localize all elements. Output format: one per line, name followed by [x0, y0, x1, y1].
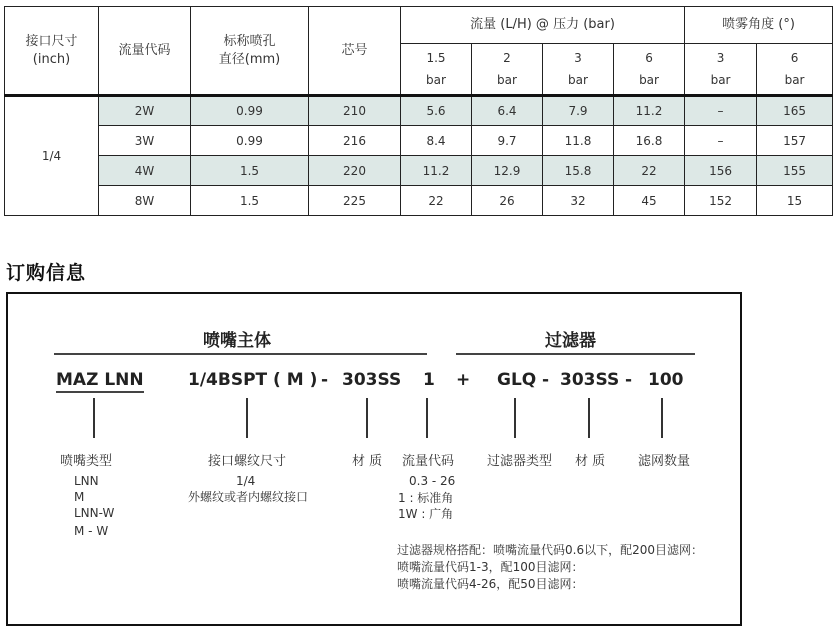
label-mesh: 滤网数量: [638, 454, 691, 469]
label-flow: 流量代码: [402, 454, 455, 469]
cell-angle-3: 156: [685, 156, 757, 186]
nozzle-type-option: M: [74, 490, 85, 504]
tick-thread: [246, 398, 248, 438]
cell-flow-code: 4W: [99, 156, 191, 186]
cell-flow-6: 45: [614, 186, 685, 216]
flow-option: 1 : 标准角: [398, 491, 454, 505]
cell-orifice: 0.99: [191, 96, 309, 126]
cell-orifice: 0.99: [191, 126, 309, 156]
spec-table: [4, 6, 833, 216]
cell-orifice: 1.5: [191, 156, 309, 186]
cell-angle-3: –: [685, 126, 757, 156]
filter-group-line: [456, 353, 695, 355]
table-row: [5, 126, 833, 156]
header-orifice-diameter: 标称喷孔 直径(mm): [191, 7, 309, 96]
tick-filter-material: [588, 398, 590, 438]
cell-core: 216: [309, 126, 401, 156]
cell-flow-3: 15.8: [543, 156, 614, 186]
header-connection-size: 接口尺寸 (inch): [5, 7, 99, 96]
cell-flow-code: 3W: [99, 126, 191, 156]
nozzle-type-option: LNN-W: [74, 506, 115, 520]
table-row: [5, 156, 833, 186]
label-thread: 接口螺纹尺寸: [208, 454, 287, 469]
nozzle-body-group-title: 喷嘴主体: [203, 331, 271, 351]
cell-flow-1-5: 11.2: [401, 156, 472, 186]
thread-option: 1/4: [236, 474, 256, 488]
header-pressure-1-5: 1.5 bar: [401, 44, 472, 96]
cell-flow-6: 16.8: [614, 126, 685, 156]
cell-flow-6: 11.2: [614, 96, 685, 126]
code-thread: 1/4BSPT ( M ): [188, 370, 318, 390]
header-pressure-2: 2 bar: [472, 44, 543, 96]
header-angle-6: 6 bar: [757, 44, 833, 96]
code-material: 303SS: [342, 370, 402, 390]
header-pressure-6: 6 bar: [614, 44, 685, 96]
code-dash-1: -: [321, 370, 329, 390]
cell-angle-6: 157: [757, 126, 833, 156]
tick-flow: [426, 398, 428, 438]
nozzle-body-group-line: [54, 353, 427, 355]
flow-option: 0.3 - 26: [409, 474, 456, 488]
nozzle-type-option: LNN: [74, 474, 99, 488]
nozzle-type-option: M - W: [74, 524, 109, 538]
cell-flow-3: 11.8: [543, 126, 614, 156]
cell-flow-2: 12.9: [472, 156, 543, 186]
cell-flow-3: 32: [543, 186, 614, 216]
filter-group-title: 过滤器: [545, 331, 596, 351]
cell-orifice: 1.5: [191, 186, 309, 216]
filter-note: 过滤器规格搭配：喷嘴流量代码0.6以下，配200目滤网：: [397, 543, 703, 557]
code-mesh: 100: [648, 370, 684, 390]
code-filter-material: 303SS: [560, 370, 620, 390]
code-nozzle-type: MAZ LNN: [56, 370, 144, 393]
cell-flow-code: 2W: [99, 96, 191, 126]
cell-angle-3: 152: [685, 186, 757, 216]
cell-flow-2: 9.7: [472, 126, 543, 156]
cell-flow-6: 22: [614, 156, 685, 186]
cell-core: 225: [309, 186, 401, 216]
label-material: 材 质: [352, 454, 383, 469]
header-flow-code: 流量代码: [99, 7, 191, 96]
filter-note: 喷嘴流量代码1-3，配100目滤网：: [397, 560, 584, 574]
cell-flow-2: 6.4: [472, 96, 543, 126]
cell-core: 210: [309, 96, 401, 126]
header-flow-group: 流量 (L/H) @ 压力 (bar): [401, 7, 685, 44]
ordering-section-title: 订购信息: [6, 262, 87, 284]
code-plus: +: [456, 370, 471, 390]
header-core-number: 芯号: [309, 7, 401, 96]
code-flow: 1: [423, 370, 435, 390]
tick-mesh: [661, 398, 663, 438]
cell-flow-1-5: 22: [401, 186, 472, 216]
tick-nozzle-type: [93, 398, 95, 438]
cell-core: 220: [309, 156, 401, 186]
label-filter-type: 过滤器类型: [487, 454, 553, 469]
label-filter-material: 材 质: [575, 454, 606, 469]
table-row: [5, 186, 833, 216]
code-dash-3: -: [625, 370, 633, 390]
table-row: [5, 96, 833, 126]
thread-option: 外螺纹或者内螺纹接口: [188, 490, 309, 504]
cell-flow-1-5: 8.4: [401, 126, 472, 156]
code-dash-2: -: [542, 370, 550, 390]
header-angle-3: 3 bar: [685, 44, 757, 96]
cell-angle-6: 165: [757, 96, 833, 126]
cell-flow-code: 8W: [99, 186, 191, 216]
code-filter-type: GLQ: [497, 370, 537, 390]
cell-flow-1-5: 5.6: [401, 96, 472, 126]
cell-angle-6: 15: [757, 186, 833, 216]
cell-flow-2: 26: [472, 186, 543, 216]
label-nozzle-type: 喷嘴类型: [60, 454, 113, 469]
filter-note: 喷嘴流量代码4-26，配50目滤网：: [397, 577, 584, 591]
tick-material: [366, 398, 368, 438]
connection-size-cell: 1/4: [5, 96, 99, 216]
header-angle-group: 喷雾角度 (°): [685, 7, 833, 44]
cell-angle-6: 155: [757, 156, 833, 186]
cell-angle-3: –: [685, 96, 757, 126]
flow-option: 1W : 广角: [398, 507, 454, 521]
cell-flow-3: 7.9: [543, 96, 614, 126]
header-pressure-3: 3 bar: [543, 44, 614, 96]
tick-filter-type: [514, 398, 516, 438]
